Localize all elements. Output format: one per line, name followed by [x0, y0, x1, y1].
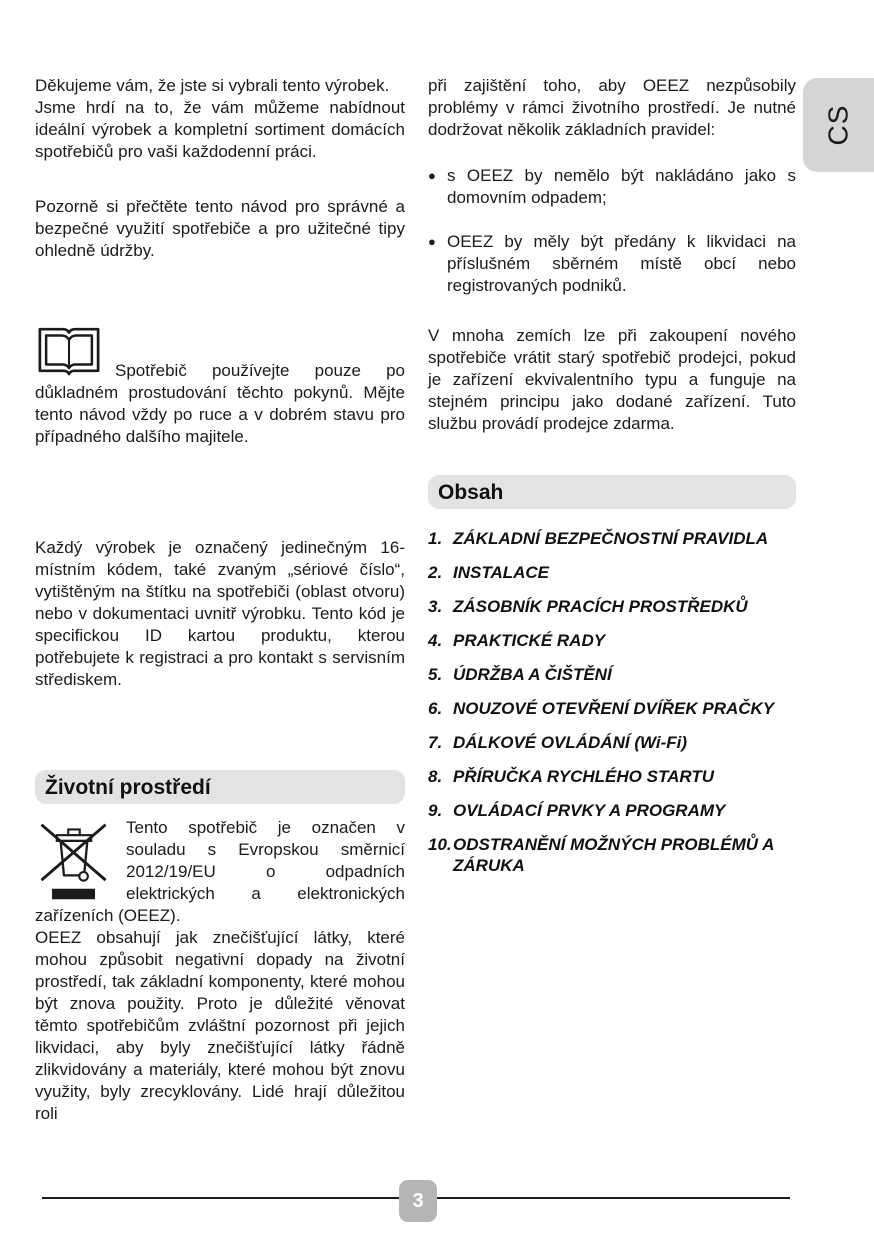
toc-label: PŘÍRUČKA RYCHLÉHO STARTU: [453, 767, 714, 786]
bullet-icon: ●: [428, 234, 436, 249]
weee-bin-icon: [35, 817, 113, 905]
bullet-text: OEEZ by měly být předány k likvidaci na příslušném sběrném místě obcí nebo registrovaných podniků.: [447, 232, 796, 295]
toc-label: DÁLKOVÉ OVLÁDÁNÍ (Wi-Fi): [453, 733, 688, 752]
toc-label: ZÁKLADNÍ BEZPEČNOSTNÍ PRAVIDLA: [453, 529, 769, 548]
right-column: [428, 75, 796, 889]
toc-number: 10.: [428, 835, 452, 854]
toc-item: [428, 630, 796, 651]
left-column: [35, 75, 405, 1125]
toc-item: [428, 664, 796, 685]
list-item: [428, 165, 796, 209]
toc-number: 2.: [428, 563, 443, 582]
weee-rules-intro-paragraph: při zajištění toho, aby OEEZ nezpůsobily problémy v rámci životního prostředí. Je nutné dodržovat několik základních pravidel:: [428, 76, 796, 139]
bullet-text: s OEEZ by nemělo být nakládáno jako s domovním odpadem;: [447, 166, 796, 207]
toc-number: 4.: [428, 631, 443, 650]
toc-item: [428, 834, 796, 876]
book-note-paragraph: [35, 324, 405, 448]
language-tab: [803, 78, 874, 172]
toc-item: [428, 732, 796, 753]
environment-heading: Životní prostředí: [35, 770, 405, 804]
toc-number: 3.: [428, 597, 443, 616]
toc-item: [428, 698, 796, 719]
toc-label: NOUZOVÉ OTEVŘENÍ DVÍŘEK PRAČKY: [453, 699, 775, 718]
toc-label: OVLÁDACÍ PRVKY A PROGRAMY: [453, 801, 726, 820]
contents-heading: Obsah: [428, 475, 796, 509]
toc-label: INSTALACE: [453, 563, 550, 582]
toc-item: [428, 800, 796, 821]
toc-label: ODSTRANĚNÍ MOŽNÝCH PROBLÉMŮ A ZÁRUKA: [453, 835, 774, 875]
list-item: [428, 231, 796, 297]
retailer-note-paragraph: V mnoha zemích lze při zakoupení nového spotřebiče vrátit starý spotřebič prodejci, pokud je zařízení ekvivalentního typu a funguje na stejném principu jako dodané zařízení. Tuto službu provádí prodejce zdarma.: [428, 326, 796, 433]
toc-number: 6.: [428, 699, 443, 718]
toc-item: [428, 562, 796, 583]
weee-rules-list: [428, 165, 796, 297]
toc-number: 5.: [428, 665, 443, 684]
toc-number: 7.: [428, 733, 443, 752]
book-note-text: Spotřebič používejte pouze po důkladném prostudování těchto pokynů. Mějte tento návod vždy po ruce a v dobrém stavu pro případného dalšího majitele.: [35, 361, 405, 446]
intro-paragraph-2: Jsme hrdí na to, že vám můžeme nabídnout ideální výrobek a kompletní sortiment domácích spotřebičů pro vaši každodenní práci.: [35, 98, 405, 161]
language-tab-label: CS: [822, 104, 854, 146]
toc-label: ÚDRŽBA A ČIŠTĚNÍ: [453, 665, 612, 684]
toc-label: ZÁSOBNÍK PRACÍCH PROSTŘEDKŮ: [453, 597, 748, 616]
serial-code-paragraph: Každý výrobek je označený jedinečným 16-místním kódem, také zvaným „sériové číslo“, vytištěným na štítku na spotřebiči (oblast otvoru) nebo v dokumentaci uvnitř výrobku. Tento kód je specifickou ID kartou produktu, kterou potřebujete k registraci a pro kontakt s servisním střediskem.: [35, 538, 405, 689]
weee-block: [35, 817, 405, 1125]
intro-paragraph-1: Děkujeme vám, že jste si vybrali tento výrobek.: [35, 76, 390, 95]
page-number-badge: 3: [399, 1180, 437, 1222]
weee-intro-paragraph: Tento spotřebič je označen v souladu s Evropskou směrnicí 2012/19/EU o odpadních elektrických a elektronických zařízeních (OEEZ).: [35, 818, 405, 925]
toc-number: 9.: [428, 801, 443, 820]
bullet-icon: ●: [428, 168, 436, 183]
toc-item: [428, 766, 796, 787]
toc-item: [428, 528, 796, 549]
table-of-contents: [428, 528, 796, 876]
weee-body-paragraph: OEEZ obsahují jak znečišťující látky, které mohou způsobit negativní dopady na životní prostředí, tak základní komponenty, které mohou být znova použity. Proto je důležité věnovat těmto spotřebičům zvláštní pozornost při jejich likvidaci, aby byly znečišťující látky řádně zlikvidovány a materiály, které mohou být znovu využity, byly zrecyklovány. Lidé hrají důležitou roli: [35, 928, 405, 1123]
toc-number: 8.: [428, 767, 443, 786]
toc-number: 1.: [428, 529, 443, 548]
toc-item: [428, 596, 796, 617]
open-book-icon: [35, 324, 103, 376]
toc-label: PRAKTICKÉ RADY: [453, 631, 606, 650]
read-carefully-paragraph: Pozorně si přečtěte tento návod pro správné a bezpečné využití spotřebiče a pro užitečné tipy ohledně údržby.: [35, 197, 405, 260]
